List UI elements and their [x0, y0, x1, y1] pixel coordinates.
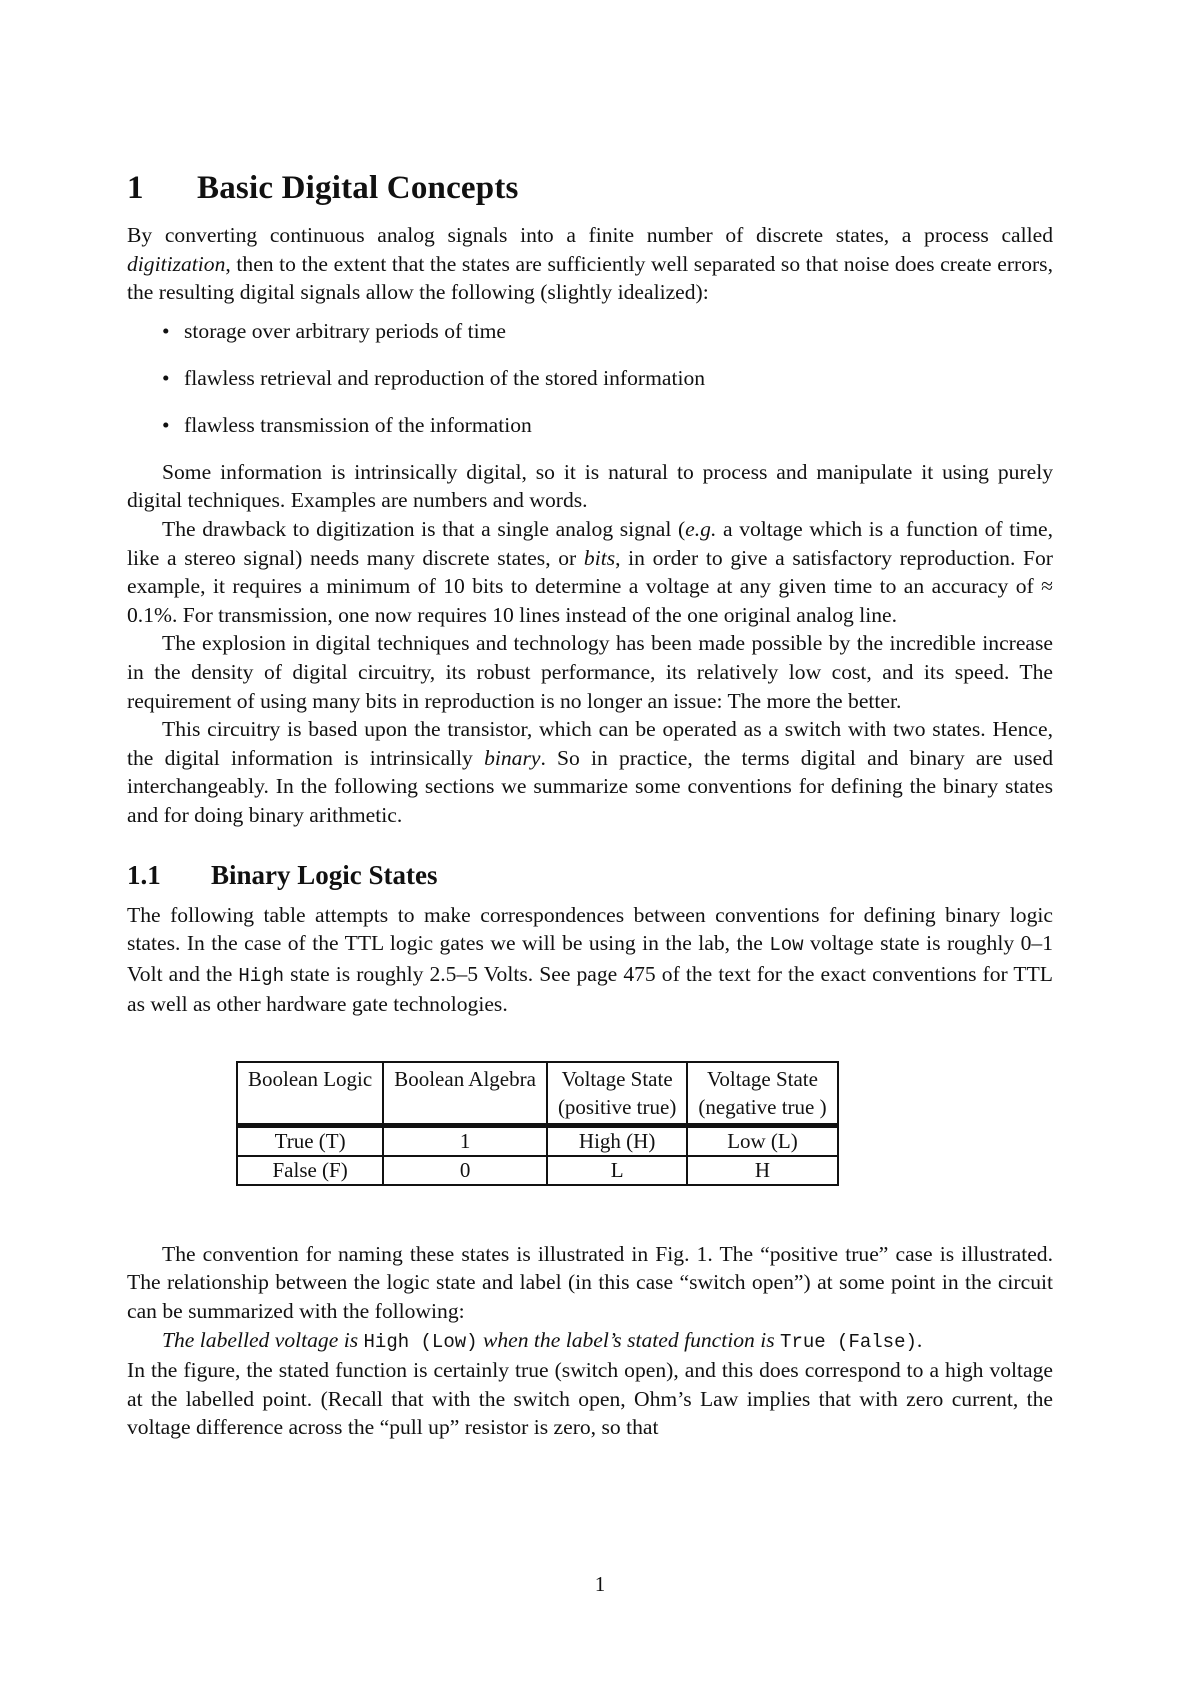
paragraph-table-intro: [127, 901, 1053, 1019]
bullet-icon: •: [162, 318, 170, 343]
intro-text-a: By converting continuous analog signals into a finite number of discrete states, a process called: [127, 223, 1053, 247]
logic-table-wrapper: [236, 1061, 1053, 1186]
table-header-row: [237, 1062, 838, 1126]
rule-statement: [127, 1326, 1053, 1357]
para4-text-a: This circuitry is based upon the transistor, which can be operated as a switch with two states. Hence, the digital information is intrinsically: [127, 717, 1053, 770]
table-cell: H: [687, 1156, 837, 1185]
table-header-cell: Boolean Algebra: [383, 1062, 547, 1126]
para5-text-b: voltage state is roughly 0–1 Volt and the: [127, 931, 1053, 986]
section-number: 1: [127, 170, 144, 206]
para5-high: High: [238, 964, 285, 987]
list-item-text: flawless retrieval and reproduction of the stored information: [184, 365, 706, 390]
table-cell: Low (L): [687, 1125, 837, 1156]
intro-emphasis: digitization: [127, 251, 226, 276]
list-item: [160, 364, 1053, 392]
intro-paragraph: [127, 221, 1053, 307]
table-header-cell: Voltage State (negative true ): [687, 1062, 837, 1126]
table-cell: True (T): [237, 1125, 383, 1156]
para2-bits: bits: [583, 545, 616, 570]
list-item: [160, 411, 1053, 439]
rule-text-b: when the label’s stated function is: [477, 1327, 781, 1352]
paragraph-digital-info: Some information is intrinsically digital, so it is natural to process and manipulate it using purely digital techniques. Examples are numbers and words.: [127, 459, 1053, 513]
bullet-list: [127, 317, 1053, 439]
para5-low: Low: [769, 934, 804, 957]
rule-text-a: The labelled voltage is: [162, 1327, 364, 1352]
table-cell: L: [547, 1156, 687, 1185]
subsection-number: 1.1: [127, 859, 161, 890]
paragraph-circuitry: [127, 715, 1053, 829]
paragraph-convention: The convention for naming these states is illustrated in Fig. 1. The “positive true” case is illustrated. The relationship between the logic state and label (in this case “switch open”) at some point in the circuit can be summarized with the following:: [127, 1241, 1053, 1324]
table-header-cell: Boolean Logic: [237, 1062, 383, 1126]
logic-states-table: [236, 1061, 839, 1186]
paragraph-drawback: [127, 515, 1053, 629]
list-item: [160, 317, 1053, 345]
intro-text-b: , then to the extent that the states are sufficiently well separated so that noise does create errors, the resulting digital signals allow the following (slightly idealized):: [127, 251, 1053, 305]
para5-text-a: The following table attempts to make correspondences between conventions for defining binary logic states. In the case of the TTL logic gates we will be using in the lab, the: [127, 902, 1053, 956]
table-cell: False (F): [237, 1156, 383, 1185]
table-cell: High (H): [547, 1125, 687, 1156]
paragraph-figure-explanation: In the figure, the stated function is certainly true (switch open), and this does correspond to a high voltage at the labelled point. (Recall that with the switch open, Ohm’s Law implies that with zero current, the voltage difference across the “pull up” resistor is zero, so that: [127, 1358, 1053, 1440]
para2-text-a: The drawback to digitization is that a single analog signal (: [162, 516, 686, 541]
bullet-icon: •: [162, 412, 170, 437]
rule-true-false: True (False): [780, 1330, 917, 1353]
document-page: [127, 170, 1053, 1442]
para4-text-b: . So in practice, the terms digital and binary are used interchangeably. In the following sections we summarize some conventions for defining the binary states and for doing binary arithmetic.: [127, 745, 1053, 827]
subsection-heading: [127, 860, 1053, 891]
subsection-title: Binary Logic States: [211, 859, 438, 890]
table-cell: 0: [383, 1156, 547, 1185]
para2-text-c: , in order to give a satisfactory reproduction. For example, it requires a minimum of 10 bits to determine a voltage at any given time to an accuracy of ≈ 0.1%. For transmission, one now requires 10 lines instead of the one original analog line.: [127, 545, 1054, 627]
para5-text-c: state is roughly 2.5–5 Volts. See page 475 of the text for the exact conventions for TTL as well as other hardware gate technologies.: [127, 961, 1053, 1017]
page-number: 1: [594, 1572, 606, 1596]
rule-high-low: High (Low): [363, 1330, 478, 1353]
rule-text-c: .: [916, 1327, 923, 1352]
table-row: [237, 1125, 838, 1156]
paragraph-explosion: The explosion in digital techniques and technology has been made possible by the incredible increase in the density of digital circuitry, its robust performance, its relatively low cost, and its speed. The requirement of using many bits in reproduction is no longer an issue: The more the better.: [127, 631, 1053, 713]
list-item-text: flawless transmission of the information: [184, 412, 532, 437]
table-row: [237, 1156, 838, 1185]
table-cell: 1: [383, 1125, 547, 1156]
para2-eg: e.g.: [685, 516, 717, 541]
para4-binary: binary: [484, 745, 541, 770]
section-heading: [127, 170, 1053, 207]
bullet-icon: •: [162, 365, 170, 390]
section-title: Basic Digital Concepts: [197, 170, 519, 206]
para2-text-b: a voltage which is a function of time, like a stereo signal) needs many discrete states, or: [127, 516, 1053, 570]
table-header-cell: Voltage State (positive true): [547, 1062, 687, 1126]
list-item-text: storage over arbitrary periods of time: [184, 318, 506, 343]
